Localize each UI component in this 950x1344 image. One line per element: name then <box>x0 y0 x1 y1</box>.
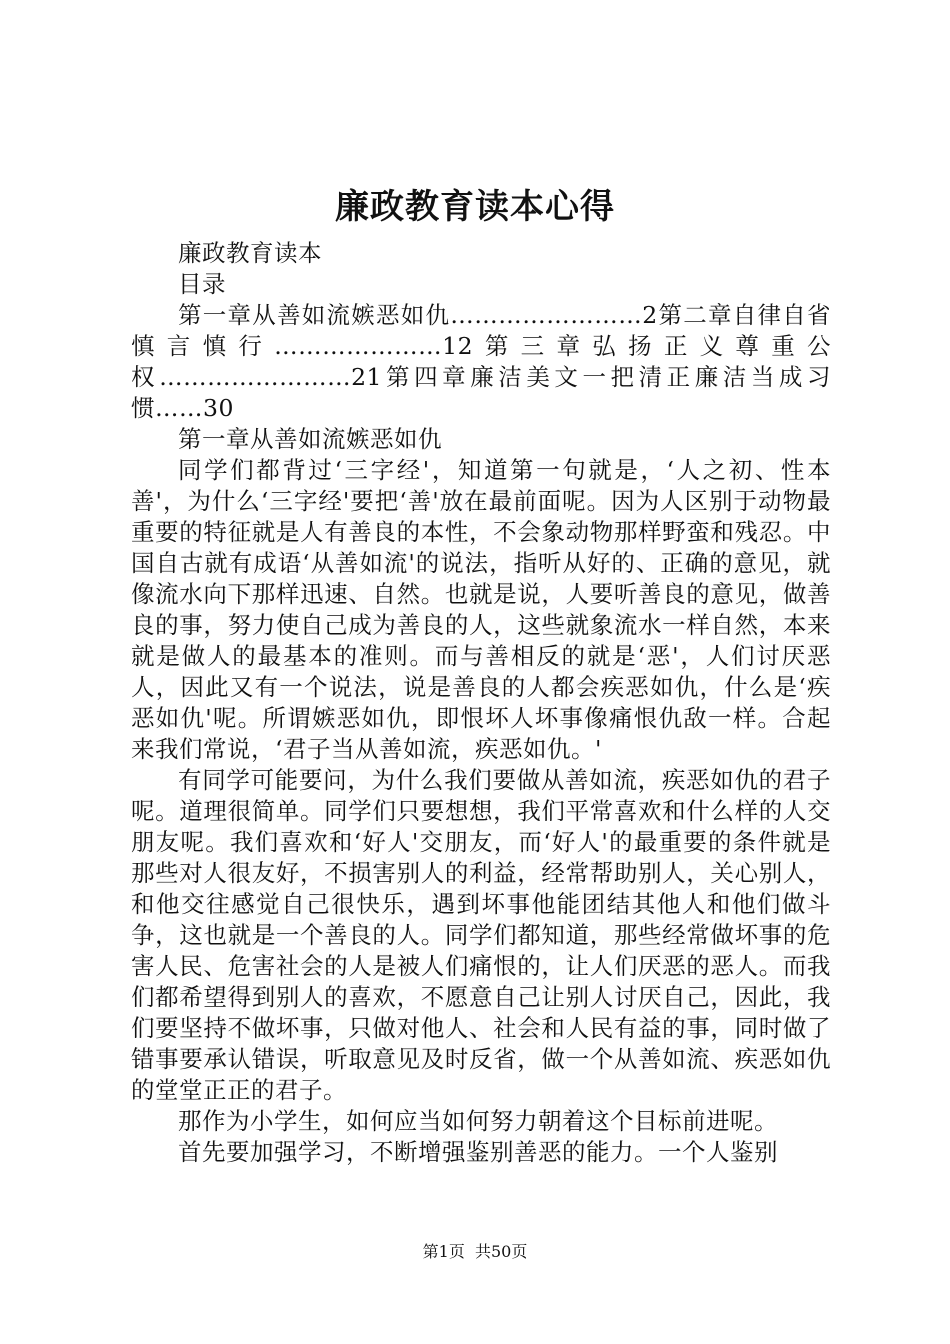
body-paragraph: 首先要加强学习，不断增强鉴别善恶的能力。一个人鉴别 <box>178 1138 778 1166</box>
document-body <box>131 238 831 1168</box>
body-paragraph: 那作为小学生，如何应当如何努力朝着这个目标前进呢。 <box>178 1107 778 1135</box>
document-title: 廉政教育读本心得 <box>335 187 615 227</box>
body-paragraph: 同学们都背过‘三字经'，知道第一句就是，‘人之初、性本善'，为什么‘三字经'要把‘善'放在最前面呢。因为人区别于动物最重要的特征就是人有善良的本性，不会象动物那样野蛮和残忍。中国自古就有成语‘从善如流'的说法，指听从好的、正确的意见，就像流水向下那样迅速、自然。也就是说，人要听善良的意见，做善良的事，努力使自己成为善良的人，这些就象流水一样自然，本来就是做人的最基本的准则。而与善相反的就是‘恶'，人们讨厌恶人，因此又有一个说法，说是善良的人都会疾恶如仇，什么是‘疾恶如仇'呢。所谓嫉恶如仇，即恨坏人坏事像痛恨仇敌一样。合起来我们常说，‘君子当从善如流，疾恶如仇。' <box>131 456 831 763</box>
chapter-heading: 第一章从善如流嫉恶如仇 <box>178 425 442 453</box>
page-number-footer: 第1页 共50页 <box>422 1242 528 1261</box>
toc-entries: 第一章从善如流嫉恶如仇……………………2第二章自律自省慎言慎行…………………12第三章弘扬正义尊重公权……………………21第四章廉洁美文一把清正廉洁当成习惯……30 <box>131 301 831 422</box>
body-paragraph: 有同学可能要问，为什么我们要做从善如流，疾恶如仇的君子呢。道理很简单。同学们只要想想，我们平常喜欢和什么样的人交朋友呢。我们喜欢和‘好人'交朋友，而‘好人'的最重要的条件就是那些对人很友好，不损害别人的利益，经常帮助别人，关心别人，和他交往感觉自己很快乐，遇到坏事他能团结其他人和他们做斗争，这也就是一个善良的人。同学们都知道，那些经常做坏事的危害人民、危害社会的人是被人们痛恨的，让人们厌恶的恶人。而我们都希望得到别人的喜欢，不愿意自己让别人讨厌自己，因此，我们要坚持不做坏事，只做对他人、社会和人民有益的事，同时做了错事要承认错误，听取意见及时反省，做一个从善如流、疾恶如仇的堂堂正正的君子。 <box>131 766 831 1104</box>
toc-heading: 目录 <box>178 270 226 298</box>
subtitle-paragraph: 廉政教育读本 <box>178 239 322 267</box>
